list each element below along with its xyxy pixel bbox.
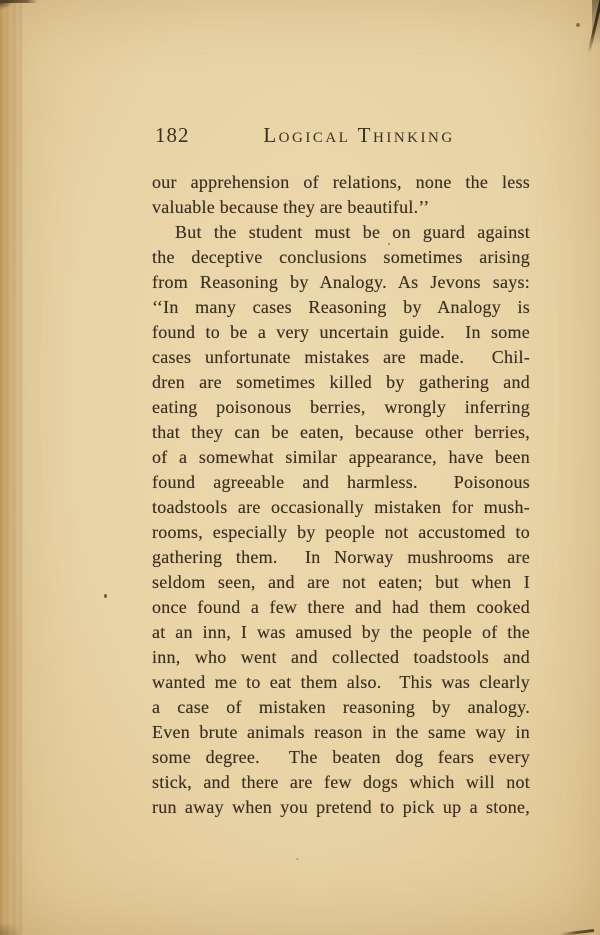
text-line: our apprehension of relations, none the less	[152, 172, 530, 192]
text-line: eating poisonous berries, wrongly inferring	[152, 397, 530, 417]
text-line: of a somewhat similar appearance, have been	[152, 447, 530, 467]
page-header	[152, 122, 530, 148]
corner-shadow-top-left	[0, 0, 13, 9]
corner-shadow-bottom-right	[560, 929, 594, 935]
text-line: the deceptive conclusions sometimes arising	[152, 247, 530, 267]
text-line: rooms, especially by people not accustomed to	[152, 522, 530, 542]
text-line: that they can be eaten, because other berries,	[152, 422, 530, 442]
text-line: found agreeable and harmless. Poisonous	[152, 472, 530, 492]
text-line: at an inn, I was amused by the people of the	[152, 622, 530, 642]
text-line: from Reasoning by Analogy. As Jevons says:	[152, 272, 530, 292]
text-line: toadstools are occasionally mistaken for mush-	[152, 497, 530, 517]
text-line: stick, and there are few dogs which will not	[152, 772, 530, 792]
text-line: once found a few there and had them cooked	[152, 597, 530, 617]
text-line: But the student must be on guard against	[175, 222, 530, 242]
paper-speck	[296, 858, 299, 860]
body-text	[152, 170, 530, 820]
text-line: some degree. The beaten dog fears every	[152, 747, 530, 767]
text-line: a case of mistaken reasoning by analogy.	[152, 697, 530, 717]
paper-speck	[104, 594, 107, 598]
book-binding-edge	[0, 0, 22, 935]
text-line: run away when you pretend to pick up a stone,	[152, 797, 530, 817]
text-line: inn, who went and collected toadstools and	[152, 647, 530, 667]
running-title: Logical Thinking	[263, 123, 455, 147]
text-line: seldom seen, and are not eaten; but when I	[152, 572, 530, 592]
corner-shadow-bottom-left	[0, 923, 20, 935]
text-line: valuable because they are beautiful.’’	[152, 197, 430, 217]
text-line: gathering them. In Norway mushrooms are	[152, 547, 530, 567]
text-line: found to be a very uncertain guide. In some	[152, 322, 530, 342]
page-number: 182	[155, 123, 190, 147]
paper-speck	[576, 23, 580, 27]
text-line: ‘‘In many cases Reasoning by Analogy is	[152, 297, 530, 317]
text-line: cases unfortunate mistakes are made. Chil-	[152, 347, 530, 367]
text-line: wanted me to eat them also. This was clearly	[152, 672, 530, 692]
text-line: Even brute animals reason in the same way in	[152, 722, 530, 742]
text-line: dren are sometimes killed by gathering and	[152, 372, 530, 392]
